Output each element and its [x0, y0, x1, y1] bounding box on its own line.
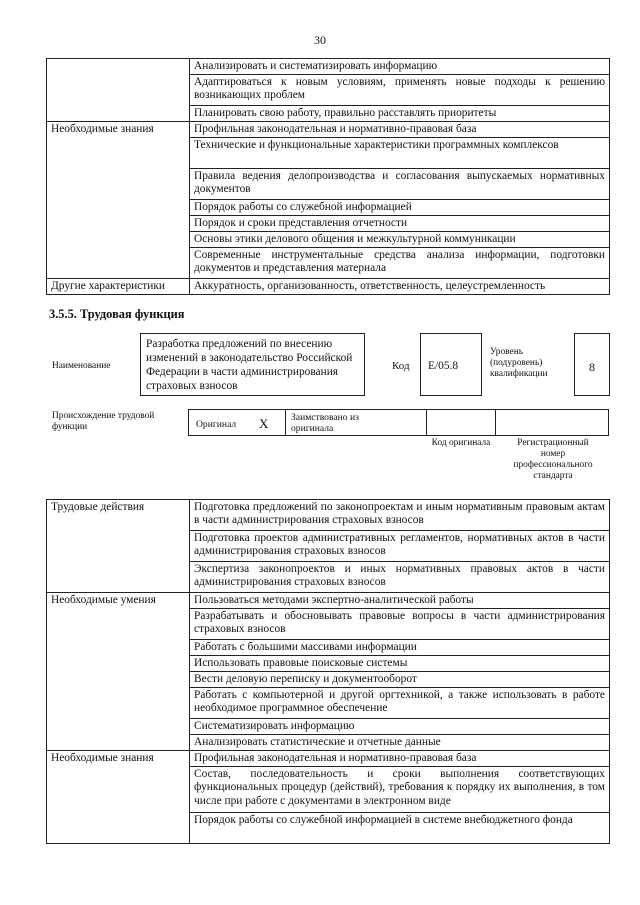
page-number: 30	[314, 33, 326, 47]
table-cell: Аккуратность, организованность, ответственность, целеустремленность	[190, 279, 610, 295]
borrowed-label: Заимствовано из оригинала	[291, 412, 359, 434]
code-original-caption: Код оригинала	[431, 438, 491, 448]
origin-divider	[285, 410, 286, 435]
table-cell: Экспертиза законопроектов и иных нормативных правовых актов в части администрирования страховых взносов	[190, 562, 610, 593]
table-cell: Профильная законодательная и нормативно-правовая база	[190, 122, 610, 138]
function-name-box	[140, 333, 365, 396]
table-cell: Порядок и сроки представления отчетности	[190, 216, 610, 232]
top-requirements-table	[46, 58, 610, 295]
table-cell-label: Необходимые знания	[47, 122, 190, 279]
table-cell-label: Необходимые умения	[47, 593, 190, 751]
section-title: 3.5.5. Трудовая функция	[49, 307, 185, 321]
registration-caption: Регистрационный номер профессионального стандарта	[513, 438, 593, 481]
table-cell: Использовать правовые поисковые системы	[190, 656, 610, 672]
code-value: E/05.8	[428, 360, 459, 372]
table-cell: Порядок работы со служебной информацией в системе внебюджетного фонда	[190, 813, 610, 844]
table-cell: Подготовка предложений по законопроектам и иным нормативным правовым актам в части администрирования страховых взносов	[190, 500, 610, 531]
original-label: Оригинал	[196, 419, 237, 430]
table-cell: Пользоваться методами экспертно-аналитической работы	[190, 593, 610, 609]
table-cell: Вести деловую переписку и документооборот	[190, 672, 610, 688]
table-cell: Подготовка проектов административных регламентов, нормативных актов в части администрирования страховых взносов	[190, 531, 610, 562]
original-mark: X	[259, 416, 269, 431]
code-label: Код	[392, 360, 410, 372]
origin-label: Происхождение трудовой функции	[52, 411, 155, 432]
table-cell-label: Другие характеристики	[47, 279, 190, 295]
table-cell: Анализировать статистические и отчетные данные	[190, 735, 610, 751]
level-box	[574, 333, 610, 396]
level-value: 8	[589, 360, 595, 374]
labor-function-table	[46, 499, 610, 844]
table-cell: Работать с компьютерной и другой оргтехникой, а также использовать в работе необходимое программное обеспечение	[190, 688, 610, 719]
table-cell: Планировать свою работу, правильно расставлять приоритеты	[190, 106, 610, 122]
table-cell: Состав, последовательность и сроки выполнения соответствующих функциональных процедур (действий), требования к порядку их выполнения, в том числе при работе с документами в электронном виде	[190, 767, 610, 813]
level-label: Уровень (подуровень) квалификации	[490, 347, 548, 379]
origin-divider	[495, 410, 496, 435]
table-cell: Разрабатывать и обосновывать правовые вопросы в части администрирования страховых взносов	[190, 609, 610, 640]
table-cell: Систематизировать информацию	[190, 719, 610, 735]
table-cell-label: Трудовые действия	[47, 500, 190, 593]
name-label: Наименование	[52, 361, 111, 371]
table-cell: Порядок работы со служебной информацией	[190, 200, 610, 216]
function-name: Разработка предложений по внесению изменений в законодательство Российской Федерации в части администрирования страховых взносов	[146, 338, 353, 392]
table-cell: Правила ведения делопроизводства и согласования выпускаемых нормативных документов	[190, 169, 610, 200]
table-cell: Основы этики делового общения и межкультурной коммуникации	[190, 232, 610, 248]
table-cell: Технические и функциональные характеристики программных комплексов	[190, 138, 610, 169]
table-cell-label: Необходимые знания	[47, 751, 190, 844]
table-cell: Современные инструментальные средства анализа информации, подготовки документов и представления материала	[190, 248, 610, 279]
origin-divider	[426, 410, 427, 435]
origin-table	[188, 409, 609, 436]
code-box	[420, 333, 482, 396]
table-cell: Адаптироваться к новым условиям, применять новые подходы к решению возникающих проблем	[190, 75, 610, 106]
table-cell: Работать с большими массивами информации	[190, 640, 610, 656]
table-cell: Анализировать и систематизировать информацию	[190, 59, 610, 75]
table-cell: Профильная законодательная и нормативно-правовая база	[190, 751, 610, 767]
table-cell-label	[47, 59, 190, 122]
